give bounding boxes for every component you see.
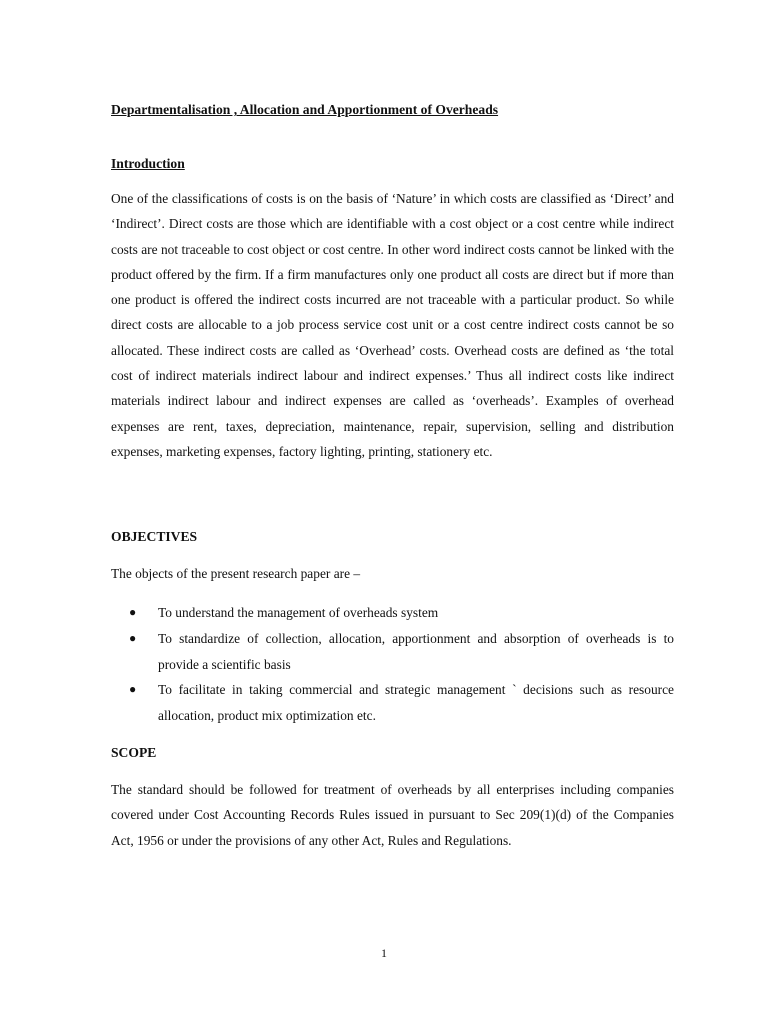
objectives-heading: OBJECTIVES	[111, 529, 198, 544]
bullet-icon: ●	[129, 630, 137, 645]
document-title: Departmentalisation , Allocation and Apportionment of Overheads	[111, 102, 499, 117]
introduction-paragraph: One of the classifications of costs is on the basis of ‘Nature’ in which costs are classified as ‘Direct’ and ‘Indirect’. Direct costs are those which are identifiable with a cost object or a cost centre while indirect costs are not traceable to cost object or cost centre. In other word indirect costs cannot be linked with the product offered by the firm. If a firm manufactures only one product all costs are direct but if more than one product is offered the indirect costs incurred are not traceable with a particular product. So while direct costs are allocable to a job process service cost unit or a cost centre indirect costs cannot be so allocated. These indirect costs are called as ‘Overhead’ costs. Overhead costs are defined as ‘the total cost of indirect materials indirect labour and indirect expenses.’ Thus all indirect costs like indirect materials indirect labour and indirect expenses are called as ‘overheads’. Examples of overhead expenses are rent, taxes, depreciation, maintenance, repair, supervision, selling and distribution expenses, marketing expenses, factory lighting, printing, stationery etc.	[111, 191, 674, 459]
list-item	[111, 626, 674, 678]
list-item-text: To facilitate in taking commercial and strategic management ` decisions such as resource allocation, product mix optimization etc.	[158, 682, 674, 724]
bullet-icon: ●	[129, 605, 137, 619]
bullet-icon: ●	[129, 682, 137, 697]
scope-paragraph: The standard should be followed for treatment of overheads by all enterprises including companies covered under Cost Accounting Records Rules issued in pursuant to Sec 209(1)(d) of the Companies Act, 1956 or under the provisions of any other Act, Rules and Regulations.	[111, 782, 674, 848]
list-item-text: To understand the management of overheads system	[158, 605, 439, 620]
list-item	[111, 600, 674, 626]
list-item-text: To standardize of collection, allocation, apportionment and absorption of overheads is to provide a scientific basis	[158, 630, 674, 672]
introduction-heading: Introduction	[111, 156, 185, 171]
objectives-list	[111, 600, 674, 729]
objectives-lead: The objects of the present research paper are –	[111, 566, 361, 581]
list-item	[111, 677, 674, 729]
page-number: 1	[381, 946, 387, 960]
scope-heading: SCOPE	[111, 745, 157, 760]
